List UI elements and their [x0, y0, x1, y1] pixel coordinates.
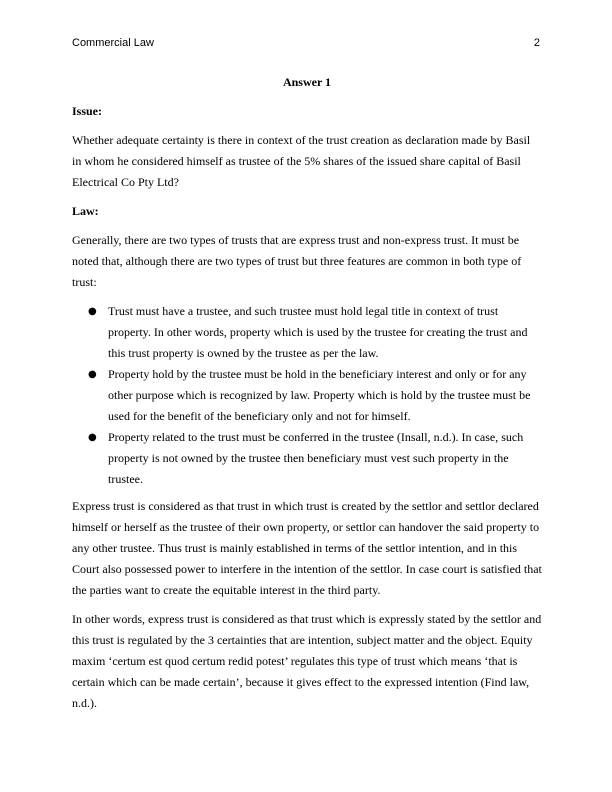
other-words-paragraph: In other words, express trust is considered as that trust which is expressly stated by the settlor and this trust is regulated by the 3 certainties that are intention, subject matter and the object. Equity maxim ‘certum est quod certum redid potest’ regulates this type of trust which means ‘that is certain which can be made certain’, because it gives effect to the expressed intention (Find law, n.d.). — [72, 612, 542, 710]
list-item — [72, 427, 542, 490]
list-item-text: Trust must have a trustee, and such trustee must hold legal title in context of trust property. In other words, property which is used by the trustee for creating the trust and this trust property is owned by the trustee as per the law. — [108, 304, 528, 360]
express-trust-paragraph: Express trust is considered as that trust in which trust is created by the settlor and settlor declared himself or herself as the trustee of their own property, or settlor can handover the said property to any other trustee. Thus trust is mainly established in terms of the settlor intention, and in this Court also possessed power to interfere in the intention of the settlor. In case court is satisfied that the parties want to create the equitable interest in the third party. — [72, 499, 542, 597]
document-body — [72, 72, 542, 722]
bullet-icon: ● — [88, 369, 97, 380]
law-intro-paragraph: Generally, there are two types of trusts that are express trust and non-express trust. It must be noted that, although there are two types of trust but three features are common in both type of trust: — [72, 233, 522, 289]
list-item — [72, 364, 542, 427]
answer-title: Answer 1 — [282, 75, 332, 89]
page-header — [72, 35, 540, 51]
page-number: 2 — [533, 37, 540, 49]
issue-paragraph: Whether adequate certainty is there in context of the trust creation as declaration made by Basil in whom he considered himself as trustee of the 5% shares of the issued share capital of Basil Electrical Co Pty Ltd? — [72, 133, 531, 189]
bullet-icon: ● — [88, 306, 97, 317]
list-item — [72, 301, 542, 364]
list-item-text: Property related to the trust must be conferred in the trustee (Insall, n.d.). In case, such property is not owned by the trustee then beneficiary must vest such property in the trustee. — [108, 430, 524, 486]
bullet-icon: ● — [88, 432, 97, 443]
issue-heading: Issue: — [72, 104, 103, 118]
law-heading: Law: — [72, 204, 99, 218]
header-title: Commercial Law — [72, 37, 154, 49]
list-item-text: Property hold by the trustee must be hold in the beneficiary interest and only or for any other purpose which is recognized by law. Property which is hold by the trustee must be used for the benefit of the beneficiary only and not for himself. — [108, 367, 531, 423]
trust-features-list — [72, 301, 542, 490]
